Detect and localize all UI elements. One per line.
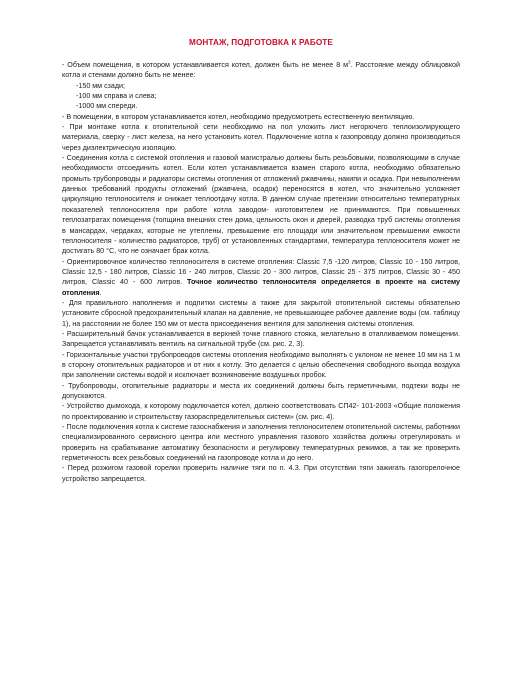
paragraph-expansion-tank: - Расширительный бачок устанавливается в верхней точке главного стояка, желательно в отапливаемом помещении. Запрещается устанавливать вентиль на сигнальной трубе (см. рис. 2, 3). [62, 329, 460, 349]
coolant-volume-text: - Ориентировочное количество теплоносителя в системе отопления: Classic 7,5 -120 литров, Classic 10 - 150 литров, Classic 12,5 - 180 литров, Classic 16 - 240 литров, Classic 20 - 300 литров, Classic 25 - 375 литров, Classic 30 - 450 литров, Classic 40 - 600 литров. [62, 257, 460, 287]
paragraph-coolant-volume [62, 257, 460, 298]
paragraph-ventilation: - В помещении, в котором устанавливается котел, необходимо предусмотреть естественную вентиляцию. [62, 112, 415, 121]
volume-text: - Объем помещения, в котором устанавливается котел, должен быть не менее 8 м [62, 61, 348, 69]
paragraph-pipe-slope: - Горизонтальные участки трубопроводов системы отопления необходимо выполнять с уклоном не менее 10 мм на 1 м в сторону отопительных радиаторов и от них к котлу. Это делается с целью обеспечения свободного выхода воздуха при заполнении системы водой и исключает возникновение воздушных пробок. [62, 350, 460, 380]
distance-item: -1000 мм спереди. [76, 102, 138, 111]
paragraph-safety-valve: - Для правильного наполнения и подпитки системы а также для закрытой отопительной системы обязательно установите сбросной предохранительный клапан на давление, не превышающее рабочее давление воды (см. таблицу 1), на расстоянии не более 150 мм от места присоединения вентиля для заполнения системы отопления. [62, 298, 460, 328]
page-title: МОНТАЖ, ПОДГОТОВКА К РАБОТЕ [189, 38, 333, 47]
volume-tail: . Расстояние между облицовкой котла и стенами должно быть не менее: [62, 61, 460, 80]
paragraph-draft-check: - Перед розжигом газовой горелки проверить наличие тяги по п. 4.3. При отсутствии тяги зажигать газогорелочное устройство запрещается. [62, 464, 460, 483]
coolant-volume-end: . [99, 288, 102, 297]
coolant-volume-bold: Точное количество теплоносителя определяется в проекте на систему отопления [62, 278, 460, 297]
distance-item: -100 мм справа и слева; [76, 92, 157, 101]
distance-item: -150 мм сзади; [76, 81, 126, 90]
paragraph-chimney: - Устройство дымохода, к которому подключается котел, должно соответствовать СП42- 101-2003 «Общие положения по проектированию и строительству газораспределительных систем» (см. рис. 4). [62, 402, 460, 421]
paragraph-floor-mounting: - При монтаже котла к отопительной сети необходимо на пол уложить лист негорючего теплоизолирующего материала, сверху - лист железа, на него установить котел. Подключение котла к газопроводу должно производиться через диэлектрическую изоляцию. [62, 123, 460, 152]
cubic-superscript: 3 [348, 59, 351, 65]
document-body [62, 60, 460, 484]
paragraph-gas-service: - После подключения котла к системе газоснабжения и заполнения теплоносителем отопительной системы, работники специализированного сервисного центра или местного управления газового хозяйства должны отрегулировать и проверить на срабатывание автоматику безопасности и регулировку температурных режимов, а так же проверить герметичность всех резьбовых соединений на газопроводе котла и до него. [62, 423, 460, 463]
paragraph-room-volume [62, 60, 460, 81]
paragraph-pipe-tightness: - Трубопроводы, отопительные радиаторы и места их соединений должны быть герметичными, подтеки воды не допускаются. [62, 381, 460, 400]
paragraph-connections: - Соединения котла с системой отопления и газовой магистралью должны быть резьбовыми, позволяющими в случае необходимости отсоединить котел. Если котел устанавливается взамен старого котла, необходимо обязательно промыть трубопроводы и радиаторы системы отопления от отложений ржавчины, накипи и осадка. При невыполнении данных требований продукты отложений (ржавчина, осадок) переносятся в котел, что значительно усложняет циркуляцию теплоносителя и снижает теплоотдачу котла. В данном случае претензии относительно температурных показателей теплоносителя при работе котла заводом- изготовителем не принимаются. При повышенных теплозатратах помещения (толщина внешних стен дома, цельность окон и дверей, разводка труб системы отопления в мансардах, чердаках, которые не утеплены, превышение его площади или значительном превышении емкости теплоносителя - количество радиаторов, труб) от установленных стандартами, температура теплоносителя может не достигать 80 °С, что не означает брак котла. [62, 154, 460, 256]
